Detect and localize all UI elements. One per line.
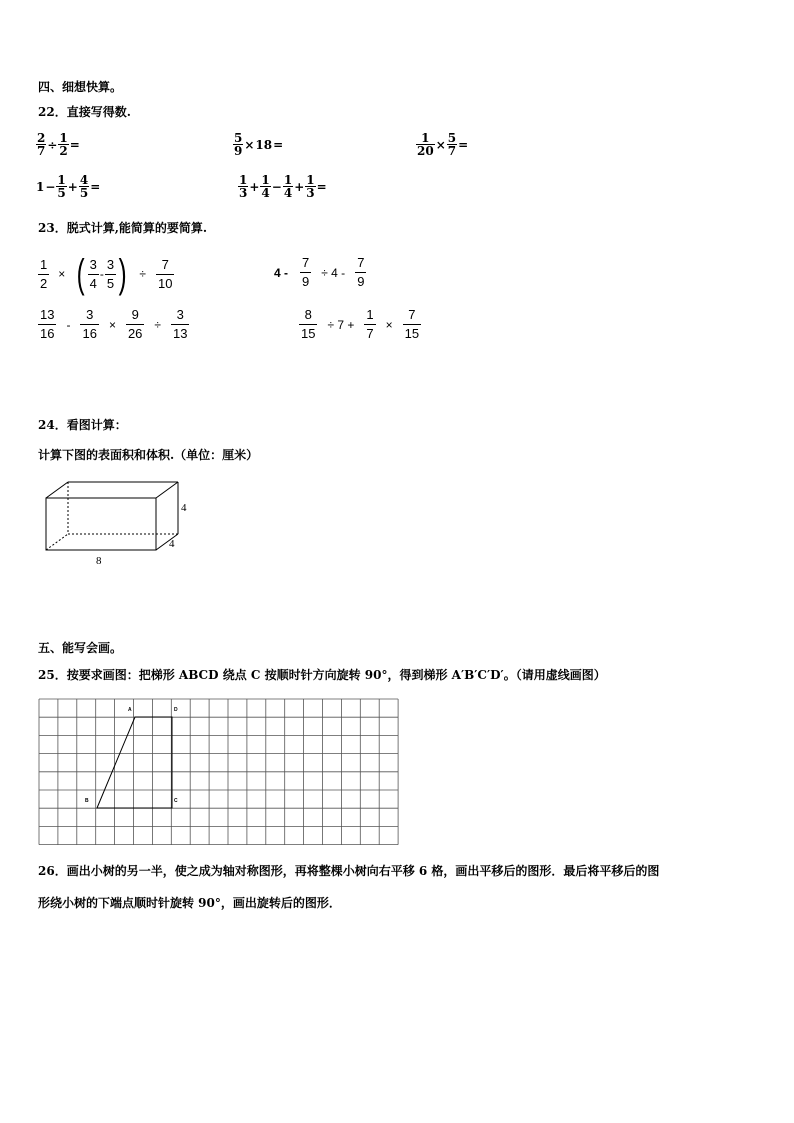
question-22-label: 22．直接写得数. <box>38 105 131 119</box>
q23-expression-1: $\frac{1}{2}$ × ( 3 4 - 3 5 ) ÷ $\frac{7}{10}$ <box>40 252 173 296</box>
point-d-label: D <box>174 707 178 713</box>
question-26-line-2: 形绕小树的下端点顺时针旋转 90°，画出旋转后的图形． <box>38 896 341 910</box>
point-b-label: B <box>85 798 89 804</box>
cuboid-figure <box>36 474 206 574</box>
cuboid-edge <box>46 482 68 498</box>
q22-expression-1: $\frac{2}{7}$ ÷ $\frac{1}{2}$ = <box>37 131 80 158</box>
cuboid-edge <box>156 482 178 498</box>
q23-expression-4: $\frac{8}{15}$ ÷ 7 + $\frac{1}{7}$ × $\frac{7}{15}$ <box>301 307 420 341</box>
cuboid-hidden-edge <box>46 534 68 550</box>
q25-grid <box>38 698 400 848</box>
section-5-title: 五、能写会画。 <box>38 641 123 655</box>
question-24-instruction: 计算下图的表面积和体积.（单位：厘米） <box>38 448 259 462</box>
section-4-title: 四、细想快算。 <box>38 80 123 94</box>
trapezoid-abcd <box>97 717 172 808</box>
question-25-label: 25．按要求画图：把梯形 ABCD 绕点 C 按顺时针方向旋转 90°，得到梯形 A′B′C′D′。（请用虚线画图） <box>38 668 606 682</box>
question-24-label: 24．看图计算： <box>38 418 127 432</box>
q22-expression-2: $\frac{5}{9}$ × 18 = <box>234 131 284 158</box>
question-23-label: 23．脱式计算,能简算的要简算. <box>38 221 208 235</box>
q23-expression-3: 13 16 - $\frac{3}{16}$ × $\frac{9}{26}$ ÷ $\frac{3}{13}$ <box>40 307 188 341</box>
grid-lines <box>39 699 398 845</box>
cuboid-length-label: 8 <box>96 555 102 567</box>
q22-expression-5: $\frac{1}{3}$ + $\frac{1}{4}$ − $\frac{1}{4}$ + $\frac{1}{3}$ = <box>239 173 327 200</box>
q22-expression-4: 1 − $\frac{1}{5}$ + $\frac{4}{5}$ = <box>36 173 101 200</box>
q23-expression-2: 4 - $\frac{7}{9}$ ÷ 4 - 7 9 <box>274 255 365 289</box>
question-26-line-1: 26．画出小树的另一半，使之成为轴对称图形，再将整棵小树向右平移 6 格，画出平移后的图形．最后将平移后的图 <box>38 864 660 878</box>
cuboid-height-label: 4 <box>181 502 187 514</box>
q22-expression-3: $\frac{1}{20}$ × $\frac{5}{7}$ = <box>417 131 469 158</box>
point-c-label: C <box>174 798 178 804</box>
cuboid-edge <box>156 534 178 550</box>
cuboid-front-face <box>46 498 156 550</box>
point-a-label: A <box>128 707 132 713</box>
cuboid-width-label: 4 <box>169 538 175 550</box>
